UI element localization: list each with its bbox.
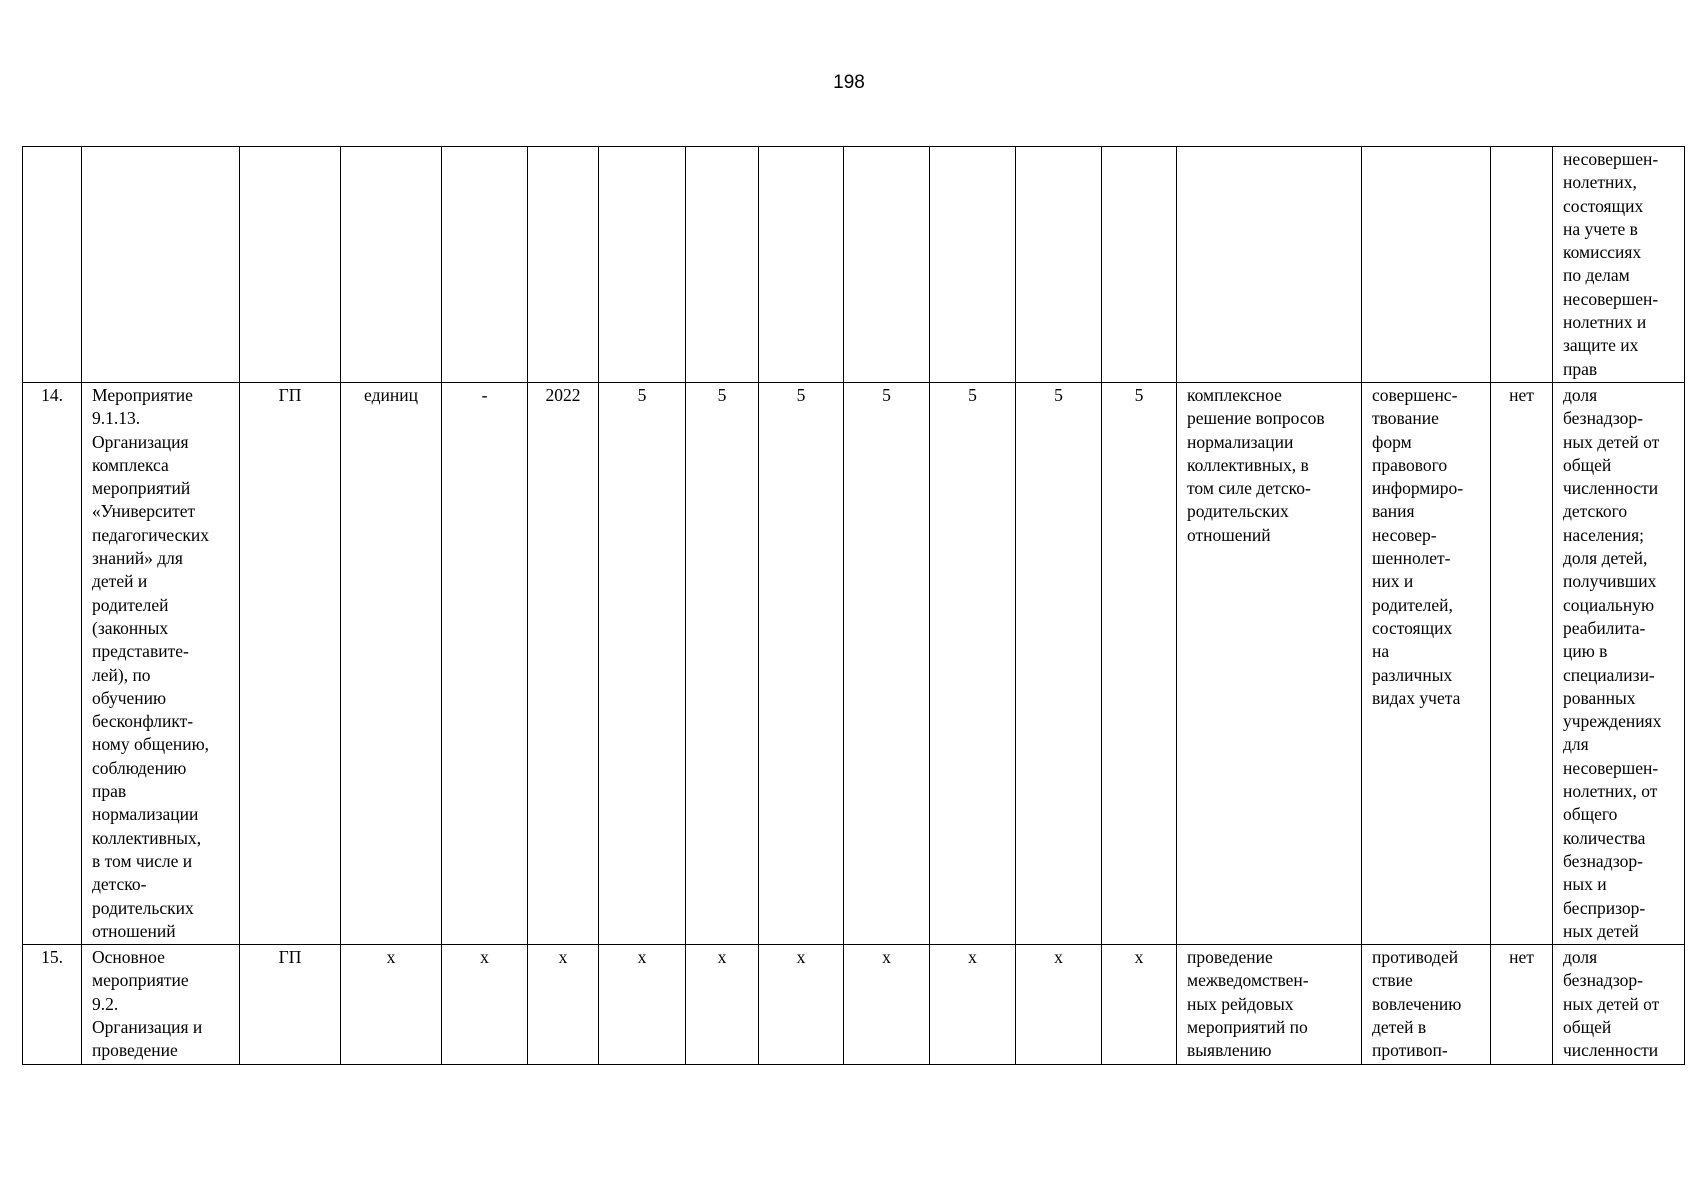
value-3-cell: х [759,945,844,1064]
year-cell: 2022 [528,382,599,944]
measure-name-line: знаний» для [92,548,183,569]
indicator-cell [1553,945,1685,1064]
value-3-cell: 5 [759,382,844,944]
program-table [22,146,1685,1065]
indicator-line: состоящих [1563,195,1644,216]
indicator-line: численности [1563,1040,1659,1061]
value-1-cell [599,147,686,383]
value-2-cell: х [686,945,759,1064]
link-to-goal-line: различных [1372,664,1453,685]
indicator-line: детского [1563,501,1628,522]
base-value-cell: - [442,382,528,944]
value-7-cell: 5 [1102,382,1177,944]
indicator-line: несовершен- [1563,149,1659,169]
link-to-goal-line: вовлечению [1372,993,1462,1014]
indicator-line: доля [1563,384,1598,405]
responsible-cell: ГП [240,382,341,944]
indicator-line: безнадзор- [1563,970,1643,991]
value-4-cell: 5 [844,382,930,944]
value-5-cell: х [930,945,1016,1064]
expected-result-line: родительских [1187,501,1289,522]
measure-name-line: нормализации [92,804,199,825]
base-value-cell: х [442,945,528,1064]
page-number: 198 [833,72,865,93]
measure-name-line: соблюдению [92,757,187,778]
value-2-cell [686,147,759,383]
indicator-line: по делам [1563,265,1630,286]
indicator-line: доля [1563,947,1598,968]
indicator-line: учреждениях [1563,711,1662,732]
expected-result-line: межведомствен- [1187,970,1309,991]
measure-name-cell [82,382,240,944]
expected-result-line: нормализации [1187,431,1294,452]
indicator-line: для [1563,734,1589,755]
measure-name-line: проведение [92,1040,178,1061]
measure-name-line: бесконфликт- [92,711,194,732]
link-to-goal-line: форм [1372,431,1412,452]
table-row [23,382,1685,944]
indicator-line: несовершен- [1563,288,1659,309]
indicator-line: ных детей [1563,920,1639,941]
unit-cell: единиц [341,382,442,944]
measure-name-line: родителей [92,594,169,615]
risk-cell [1491,147,1553,383]
expected-result-cell [1177,945,1362,1064]
measure-name-cell [82,945,240,1064]
link-to-goal-line: несовер- [1372,524,1437,545]
value-1-cell: х [599,945,686,1064]
value-2-cell: 5 [686,382,759,944]
measure-name-line: мероприятие [92,970,189,991]
indicator-line: нолетних, от [1563,781,1658,802]
table-row [23,147,1685,383]
expected-result-line: отношений [1187,524,1271,545]
indicator-line: численности [1563,478,1659,499]
expected-result-cell [1177,147,1362,383]
measure-name-line: прав [92,781,127,802]
measure-name-line: «Университет [92,501,196,522]
link-to-goal-cell [1362,147,1491,383]
measure-name-line: Организация [92,431,189,452]
value-7-cell: х [1102,945,1177,1064]
risk-cell: нет [1491,382,1553,944]
indicator-line: нолетних, [1563,172,1637,193]
measure-name-line: Основное [92,947,165,968]
value-4-cell: х [844,945,930,1064]
indicator-line: доля детей, [1563,548,1648,569]
link-to-goal-line: родителей, [1372,594,1453,615]
indicator-line: нолетних и [1563,312,1647,333]
expected-result-line: решение вопросов [1187,408,1325,429]
indicator-cell [1553,147,1685,383]
link-to-goal-line: вания [1372,501,1415,522]
measure-name-line: обучению [92,687,167,708]
measure-name-line: Мероприятие [92,384,193,405]
indicator-line: ных и [1563,874,1607,895]
link-to-goal-line: противоп- [1372,1040,1448,1061]
indicator-line: специализи- [1563,664,1655,685]
measure-name-line: комплекса [92,454,169,475]
year-cell [528,147,599,383]
link-to-goal-line: информиро- [1372,478,1464,499]
indicator-cell [1553,382,1685,944]
expected-result-line: выявлению [1187,1040,1272,1061]
indicator-line: безнадзор- [1563,408,1643,429]
measure-name-line: детей и [92,571,148,592]
indicator-line: защите их [1563,335,1639,356]
link-to-goal-cell [1362,945,1491,1064]
indicator-line: прав [1563,358,1598,379]
measure-name-line: педагогических [92,524,209,545]
link-to-goal-line: шеннолет- [1372,548,1451,569]
row-number-cell: 15. [23,945,82,1064]
value-4-cell [844,147,930,383]
expected-result-line: том силе детско- [1187,478,1311,499]
indicator-line: несовершен- [1563,757,1659,778]
value-7-cell [1102,147,1177,383]
risk-cell: нет [1491,945,1553,1064]
link-to-goal-line: на [1372,641,1390,662]
indicator-line: реабилита- [1563,617,1646,638]
value-5-cell [930,147,1016,383]
measure-name-line: представите- [92,641,189,662]
value-6-cell: 5 [1016,382,1102,944]
link-to-goal-line: видах учета [1372,687,1461,708]
expected-result-line: ных рейдовых [1187,993,1294,1014]
value-6-cell: х [1016,945,1102,1064]
measure-name-line: мероприятий [92,478,191,499]
link-to-goal-line: состоящих [1372,617,1453,638]
row-number-cell: 14. [23,382,82,944]
indicator-line: ных детей от [1563,431,1660,452]
value-3-cell [759,147,844,383]
measure-name-line: детско- [92,874,147,895]
link-to-goal-line: противодей [1372,947,1459,968]
responsible-cell: ГП [240,945,341,1064]
link-to-goal-line: правового [1372,454,1448,475]
indicator-line: количества [1563,827,1646,848]
indicator-line: безнадзор- [1563,850,1643,871]
value-6-cell [1016,147,1102,383]
indicator-line: беспризор- [1563,897,1646,918]
expected-result-line: мероприятий по [1187,1016,1308,1037]
indicator-line: получивших [1563,571,1657,592]
link-to-goal-cell [1362,382,1491,944]
indicator-line: общего [1563,804,1618,825]
indicator-line: общей [1563,1016,1612,1037]
expected-result-line: коллективных, в [1187,454,1309,475]
indicator-line: населения; [1563,524,1645,545]
responsible-cell [240,147,341,383]
measure-name-cell [82,147,240,383]
measure-name-line: лей), по [92,664,151,685]
value-5-cell: 5 [930,382,1016,944]
indicator-line: социальную [1563,594,1655,615]
measure-name-line: (законных [92,617,169,638]
expected-result-line: комплексное [1187,384,1282,405]
table-row [23,945,1685,1064]
measure-name-line: 9.1.13. [92,408,141,429]
base-value-cell [442,147,528,383]
value-1-cell: 5 [599,382,686,944]
indicator-line: комиссиях [1563,242,1642,263]
link-to-goal-line: ствие [1372,970,1413,991]
measure-name-line: ному общению, [92,734,210,755]
link-to-goal-line: совершенс- [1372,384,1458,405]
measure-name-line: отношений [92,920,176,941]
year-cell: х [528,945,599,1064]
measure-name-line: родительских [92,897,194,918]
indicator-line: ных детей от [1563,993,1660,1014]
indicator-line: на учете в [1563,218,1638,239]
link-to-goal-line: твование [1372,408,1439,429]
measure-name-line: в том числе и [92,850,193,871]
expected-result-cell [1177,382,1362,944]
row-number-cell [23,147,82,383]
indicator-line: общей [1563,454,1612,475]
measure-name-line: Организация и [92,1016,203,1037]
link-to-goal-line: детей в [1372,1016,1427,1037]
expected-result-line: проведение [1187,947,1273,968]
measure-name-line: коллективных, [92,827,202,848]
unit-cell [341,147,442,383]
indicator-line: цию в [1563,641,1608,662]
indicator-line: рованных [1563,687,1636,708]
unit-cell: х [341,945,442,1064]
link-to-goal-line: них и [1372,571,1414,592]
measure-name-line: 9.2. [92,993,119,1014]
